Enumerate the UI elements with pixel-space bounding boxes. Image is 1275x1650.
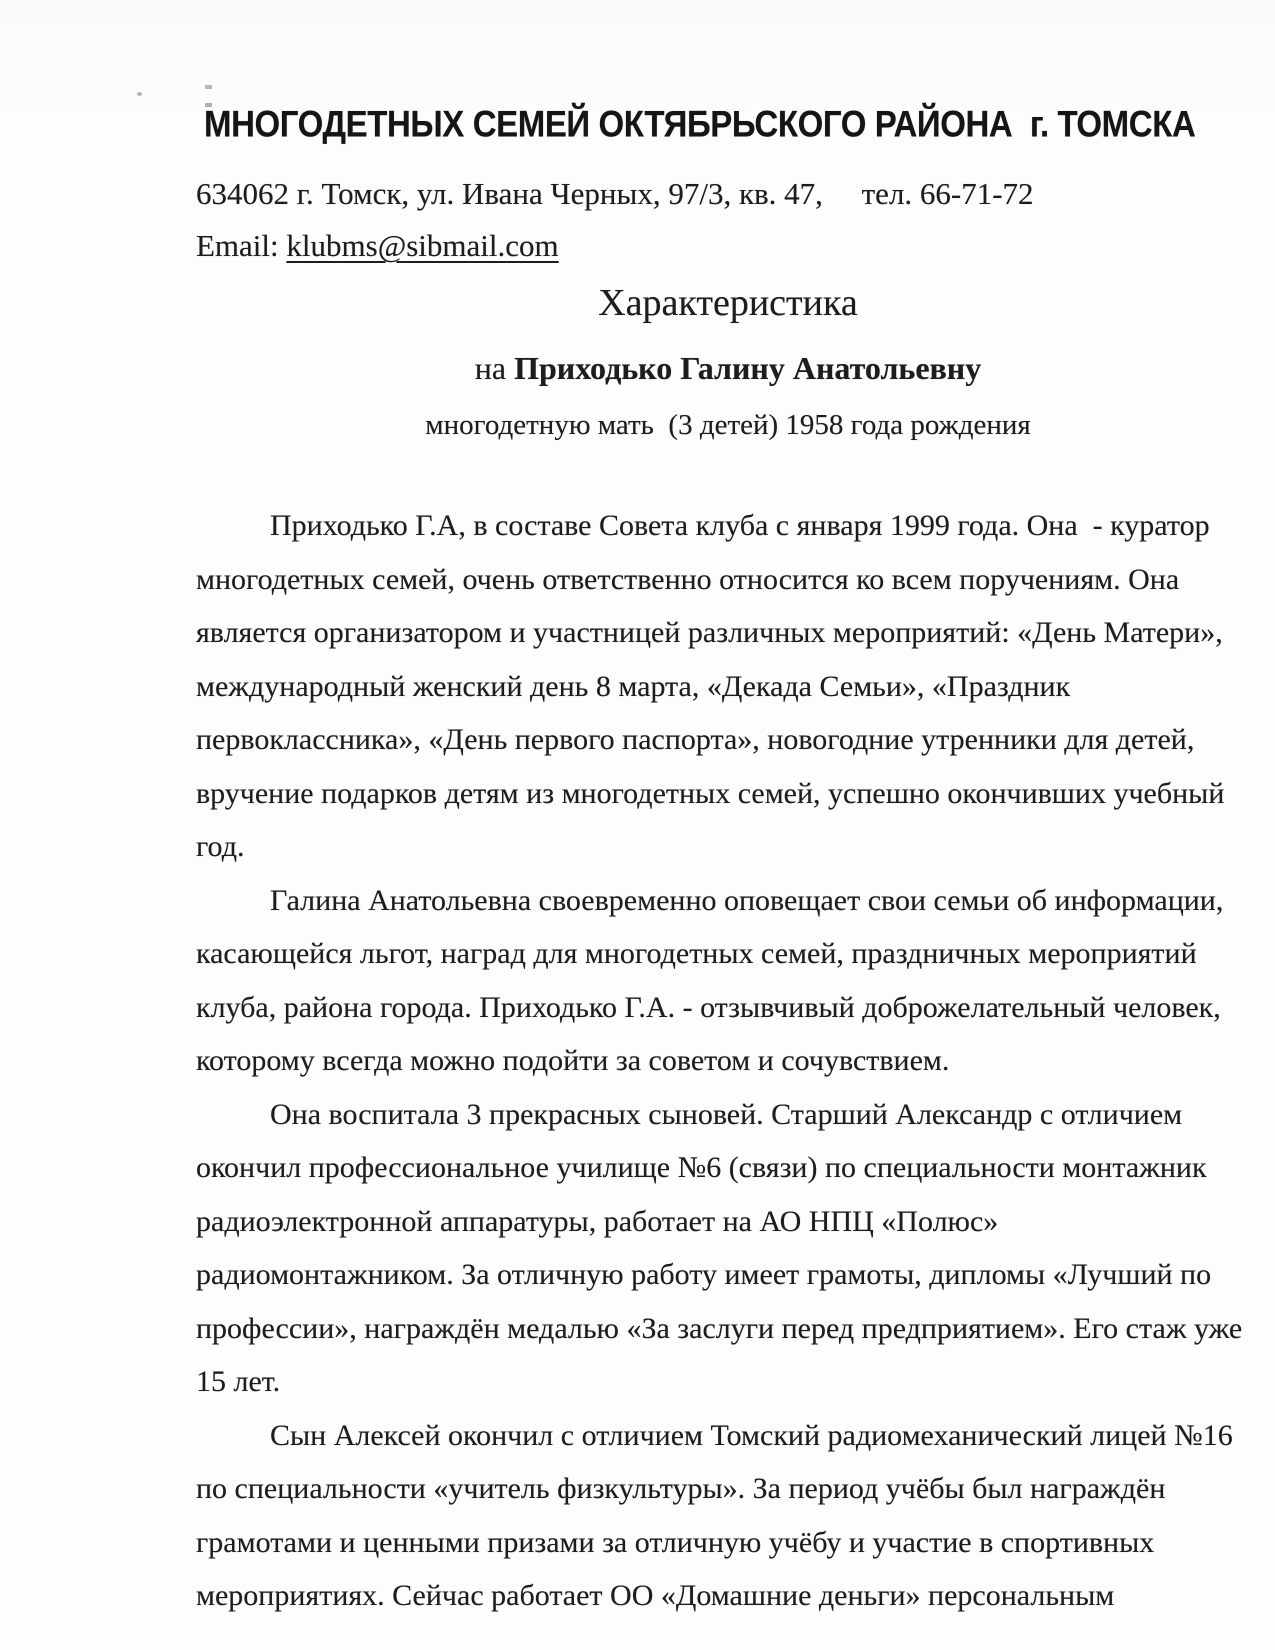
- scan-artifact-dot: [137, 92, 142, 96]
- subject-details: многодетную мать (3 детей) 1958 года рождения: [425, 409, 1031, 441]
- text-line: которому всегда можно подойти за советом и сочувствием.: [196, 1044, 950, 1077]
- text-line: Она воспитала 3 прекрасных сыновей. Старший Александр с отличием: [270, 1097, 1183, 1131]
- text-line: многодетных семей, очень ответственно относится ко всем поручениям. Она: [196, 562, 1180, 596]
- text-line: международный женский день 8 марта, «Декада Семьи», «Праздник: [196, 669, 1071, 703]
- text-line: Сын Алексей окончил с отличием Томский радиомеханический лицей №16: [270, 1418, 1233, 1452]
- text-line: профессии», награждён медалью «За заслуги перед предприятием». Его стаж уже: [196, 1311, 1243, 1345]
- text-line: является организатором и участницей различных мероприятий: «День Матери»,: [196, 616, 1223, 649]
- text-line: окончил профессиональное училище №6 (связи) по специальности монтажник: [196, 1151, 1207, 1184]
- text-line: Приходько Г.А, в составе Совета клуба с января 1999 года. Она - куратор: [270, 509, 1210, 542]
- document-title: Характеристика: [598, 282, 858, 324]
- text-line: первоклассника», «День первого паспорта», новогодние утренники для детей,: [196, 723, 1195, 756]
- org-name: МНОГОДЕТНЫХ СЕМЕЙ ОКТЯБРЬСКОГО РАЙОНА г. ТОМСКА: [204, 103, 1196, 145]
- text-line: клуба, района города. Приходько Г.А. - отзывчивый доброжелательный человек,: [196, 990, 1221, 1024]
- text-line: радиомонтажником. За отличную работу имеет грамоты, дипломы «Лучший по: [196, 1258, 1212, 1291]
- text-line: касающейся льгот, наград для многодетных семей, праздничных мероприятий: [196, 937, 1197, 970]
- document-body: [196, 499, 1275, 1623]
- subject-name: Приходько Галину Анатольевну: [514, 350, 982, 386]
- email-label: Email:: [196, 228, 279, 263]
- text-line: радиоэлектронной аппаратуры, работает на АО НПЦ «Полюс»: [196, 1204, 999, 1238]
- text-line: Галина Анатольевна своевременно оповещает свои семьи об информации,: [270, 883, 1224, 917]
- text-line: по специальности «учитель физкультуры». За период учёбы был награждён: [196, 1472, 1166, 1505]
- text-line: 15 лет.: [196, 1365, 281, 1398]
- text-line: мероприятиях. Сейчас работает ОО «Домашние деньги» персональным: [196, 1579, 1115, 1612]
- address-line: 634062 г. Томск, ул. Ивана Черных, 97/3, кв. 47, тел. 66-71-72: [196, 176, 1034, 211]
- email-link[interactable]: klubms@sibmail.com: [286, 228, 559, 263]
- email-line: [196, 228, 559, 264]
- text-line: грамотами и ценными призами за отличную учёбу и участие в спортивных: [196, 1525, 1155, 1559]
- text-line: год.: [196, 830, 245, 863]
- subject-prefix: на: [474, 350, 507, 386]
- subject-line: [196, 350, 1260, 387]
- text-line: вручение подарков детям из многодетных семей, успешно окончивших учебный: [196, 776, 1225, 810]
